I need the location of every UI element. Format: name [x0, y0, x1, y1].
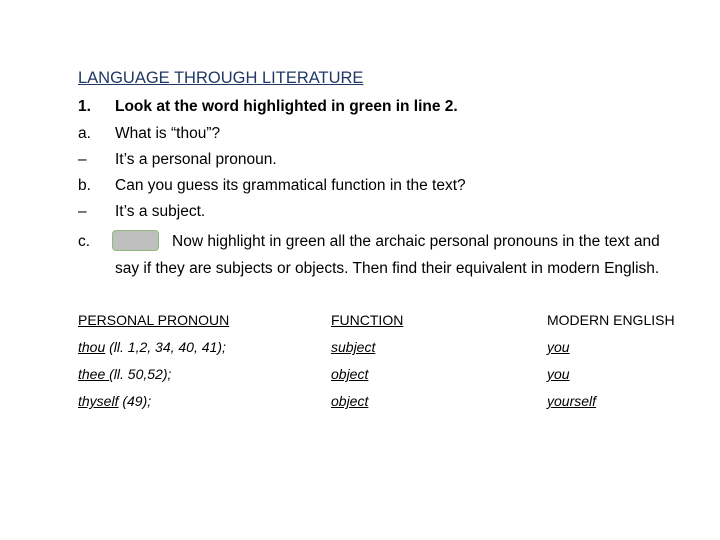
header-function: FUNCTION — [331, 312, 404, 328]
item-text: Look at the word highlighted in green in line 2. — [115, 98, 458, 115]
item-c-marker: c. — [78, 233, 91, 250]
line-refs: (ll. 50,52); — [109, 366, 172, 382]
pronoun-word: thyself — [78, 393, 119, 409]
line-refs: (49); — [118, 393, 152, 409]
line-refs: (ll. 1,2, 34, 40, 41); — [105, 339, 226, 355]
item-c-text: Now highlight in green all the archaic personal pronouns in the text and say if they are subjects or objects. Then find their equivalent in modern English. — [115, 233, 660, 277]
item-marker: – — [78, 151, 87, 168]
pronoun-word: thou — [78, 339, 106, 355]
item-marker: 1. — [78, 98, 91, 115]
page-title: LANGUAGE THROUGH LITERATURE — [78, 69, 364, 87]
modern-cell: you — [547, 366, 570, 382]
modern-cell: yourself — [547, 393, 597, 409]
function-cell: object — [331, 393, 369, 409]
item-text: Can you guess its grammatical function in the text? — [115, 177, 466, 194]
function-cell: object — [331, 366, 369, 382]
item-text: What is “thou”? — [115, 125, 221, 142]
modern-cell: you — [547, 339, 570, 355]
pronoun-cell — [78, 366, 171, 382]
item-marker: a. — [78, 125, 91, 142]
item-text: It’s a subject. — [115, 203, 206, 220]
pronoun-cell — [78, 393, 151, 409]
header-personal-pronoun: PERSONAL PRONOUN — [78, 312, 230, 328]
header-modern-english: MODERN ENGLISH — [547, 312, 675, 328]
item-marker: – — [78, 203, 87, 220]
pronoun-cell — [78, 339, 226, 355]
pronoun-word: thee — [78, 366, 110, 382]
item-marker: b. — [78, 177, 91, 194]
item-text: It’s a personal pronoun. — [115, 151, 277, 168]
function-cell: subject — [331, 339, 376, 355]
